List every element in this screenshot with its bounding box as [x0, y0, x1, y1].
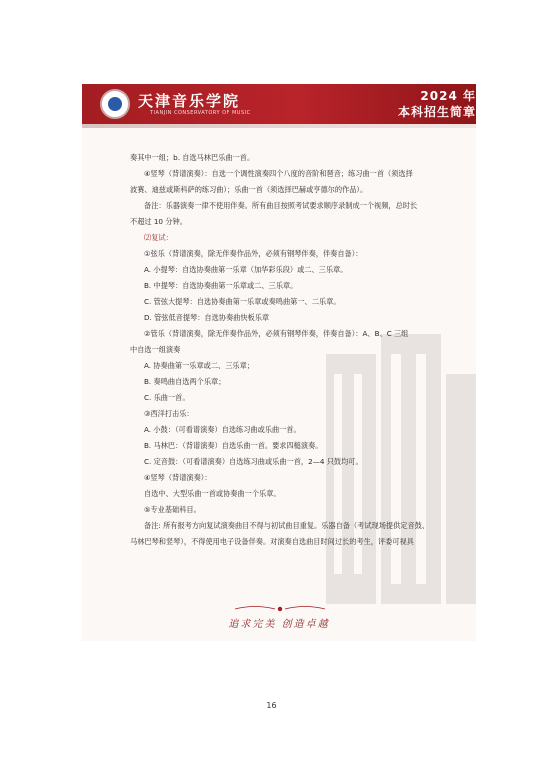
- body-line: ⑤专业基础科目。: [144, 505, 201, 514]
- body-line: 备注: 所有报考方向复试演奏曲目不得与初试曲目重复。乐器自备（考试现场提供定音鼓、: [144, 521, 430, 530]
- body-line: A. 协奏曲第一乐章或二、三乐章；: [144, 361, 254, 370]
- body-line: B. 马林巴：（背谱演奏）自选乐曲一首。要求四槌演奏。: [144, 441, 323, 450]
- body-line: ⑵复试：: [144, 233, 173, 242]
- body-line: C. 管弦大提琴：自选协奏曲第一乐章或奏鸣曲第一、二乐章。: [144, 297, 341, 306]
- slogan: 追求完美 创造卓越: [228, 619, 330, 630]
- body-line: 波赛、迪兹或斯科萨的练习曲）；乐曲一首（须选择巴赫或亨德尔的作品）。: [130, 185, 368, 194]
- footer-area: [82, 602, 476, 641]
- page-number: 16: [266, 701, 277, 710]
- body-line: C. 定音鼓：（可看谱演奏）自选练习曲或乐曲一首，2—4 只鼓均可。: [144, 457, 363, 466]
- body-line: D. 管弦低音提琴：自选协奏曲快板乐章: [144, 313, 270, 322]
- body-line: 奏其中一组；b. 自选马林巴乐曲一首。: [130, 153, 255, 162]
- body-line: C. 乐曲一首。: [144, 393, 190, 402]
- header-stripe: [82, 124, 476, 128]
- body-line: 自选中、大型乐曲一首或协奏曲一个乐章。: [144, 489, 281, 498]
- body-line: B. 奏鸣曲自选两个乐章；: [144, 377, 226, 386]
- body-line: ④竖琴（背谱演奏）：自选一个调性演奏四个八度的音阶和琶音；练习曲一首（须选择: [144, 169, 413, 178]
- body-line: ③西洋打击乐：: [144, 409, 194, 418]
- header-right-clip: [356, 87, 476, 121]
- school-emblem-icon: [100, 89, 130, 119]
- brochure-page: [82, 84, 476, 641]
- school-name-en: TIANJIN CONSERVATORY OF MUSIC: [150, 110, 251, 116]
- header-banner: [82, 84, 476, 124]
- body-line: 备注：乐器演奏一律不使用伴奏。所有曲目按照考试要求顺序录制成一个视频，总时长: [144, 201, 418, 210]
- body-line: 马林巴琴和竖琴），不得使用电子设备伴奏。对演奏自选曲目时间过长的考生，评委可视具: [130, 537, 414, 546]
- body-line: A. 小提琴：自选协奏曲第一乐章（加华彩乐段）或二、三乐章。: [144, 265, 348, 274]
- emblem-center: [108, 97, 122, 111]
- body-line: ①弦乐（背谱演奏，除无伴奏作品外，必须有钢琴伴奏，伴奏自备）：: [144, 249, 363, 258]
- body-line: 不超过 10 分钟。: [130, 217, 187, 226]
- school-name: 天津音乐学院: [138, 92, 241, 110]
- body-line: A. 小鼓：（可看谱演奏）自选练习曲或乐曲一首。: [144, 425, 301, 434]
- body-text: [130, 150, 460, 550]
- header-year: 2024 年: [420, 89, 476, 103]
- header-subtitle: 本科招生简章: [397, 105, 476, 119]
- body-line: 中自选一组演奏: [130, 345, 181, 354]
- ornament-divider-icon: [230, 604, 330, 614]
- body-line: ④竖琴（背谱演奏）：: [144, 473, 212, 482]
- body-line: ②管乐（背谱演奏，除无伴奏作品外，必须有钢琴伴奏，伴奏自备）：A、B、C 三组: [144, 329, 409, 338]
- body-line: B. 中提琴：自选协奏曲第一乐章或二、三乐章。: [144, 281, 298, 290]
